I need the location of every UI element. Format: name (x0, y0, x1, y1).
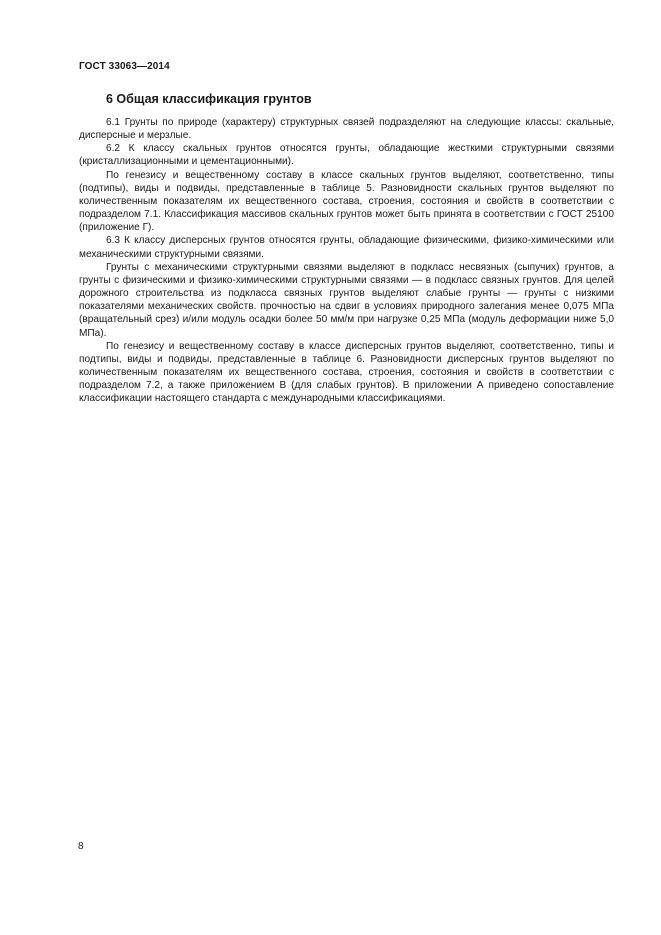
paragraph: 6.3 К классу дисперсных грунтов относятся грунты, обладающие физическими, физико-химическими или механическими структурными связями. (79, 235, 614, 260)
paragraph: По генезису и вещественному составу в классе дисперсных грунтов выделяют, соответственно, типы и подтипы, виды и подвиды, представленные в таблице 6. Разновидности дисперсных грунтов выделяют по количественным показателям их вещественного состава, строения, состояния и свойств в соответствии с подразделом 7.2, а также приложением В (для слабых грунтов). В приложении А приведено сопоставление классификации настоящего стандарта с международными классификациями. (79, 340, 614, 405)
paragraph: Грунты с механическими структурными связями выделяют в подкласс несвязных (сыпучих) грунтов, а грунты с физическими и физико-химическими структурными связями — в подкласс связных грунтов. Для целей дорожного строительства из подкласса связных грунтов выделяют слабые грунты — грунты с низкими показателями механических свойств. прочностью на сдвиг в условиях природного залегания менее 0,075 МПа (вращательный срез) и/или модуль осадки более 50 мм/м при нагрузке 0,25 МПа (модуль деформации ниже 5,0 МПа). (79, 261, 614, 339)
paragraph: 6.1 Грунты по природе (характеру) структурных связей подразделяют на следующие классы: скальные, дисперсные и мерзлые. (79, 117, 614, 142)
section-body (79, 116, 614, 405)
page-number: 8 (78, 841, 84, 852)
paragraph: 6.2 К классу скальных грунтов относятся грунты, обладающие жесткими структурными связями (кристаллизационными и цементационными). (79, 143, 614, 168)
document-code: ГОСТ 33063—2014 (79, 61, 170, 72)
paragraph: По генезису и вещественному составу в классе скальных грунтов выделяют, соответственно, типы (подтипы), виды и подвиды, представленные в таблице 5. Разновидности скальных грунтов выделяют по количественным показателям их вещественного состава, строения, состояния и свойств в соответствии с подразделом 7.1. Классификация массивов скальных грунтов может быть принята в соответствии с ГОСТ 25100 (приложение Г). (79, 169, 614, 234)
section-heading: 6 Общая классификация грунтов (106, 92, 312, 106)
